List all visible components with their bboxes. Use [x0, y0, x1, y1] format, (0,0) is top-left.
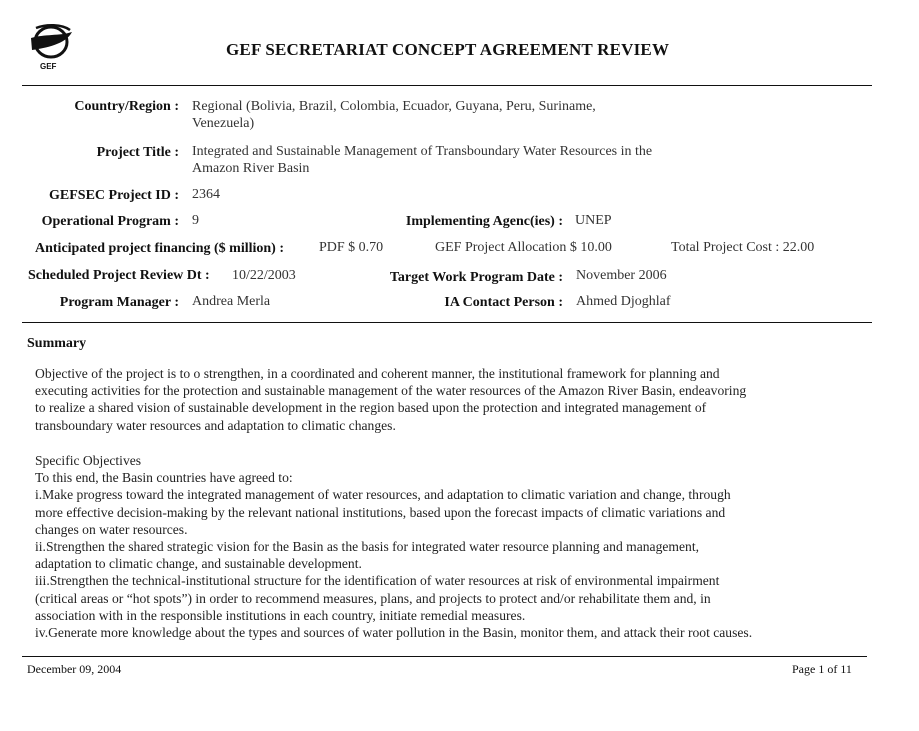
specific-line: changes on water resources.	[35, 521, 188, 537]
financing-label: Anticipated project financing ($ million) :	[35, 241, 285, 256]
specific-line: ii.Strengthen the shared strategic vision for the Basin as the basis for integrated water resource planning and management,	[35, 539, 699, 555]
country-value-line2: Venezuela)	[192, 116, 255, 131]
objective-line: executing activities for the protection and sustainable management of the water resources of the Amazon River Basin, endeavoring	[35, 383, 747, 399]
review-date-label: Scheduled Project Review Dt :	[28, 268, 210, 283]
logo-text: GEF	[40, 62, 57, 71]
footer-divider	[22, 656, 867, 657]
specific-objectives	[35, 452, 835, 641]
specific-line: iv.Generate more knowledge about the types and sources of water pollution in the Basin, monitor them, and attack their root causes.	[35, 625, 753, 641]
gef-logo	[26, 22, 78, 74]
country-value-line1: Regional (Bolivia, Brazil, Colombia, Ecuador, Guyana, Peru, Suriname,	[192, 99, 596, 114]
project-title-label: Project Title :	[96, 145, 179, 160]
target-work-program-label: Target Work Program Date :	[389, 270, 563, 285]
operational-program-label: Operational Program :	[41, 214, 179, 229]
total-project-cost: Total Project Cost : 22.00	[671, 240, 815, 255]
specific-line: (critical areas or “hot spots”) in order to recommend measures, plans, and projects to protect and/or rehabilitate them and, in	[35, 590, 711, 606]
specific-line: i.Make progress toward the integrated management of water resources, and adaptation to climatic variation and change, through	[35, 487, 731, 503]
project-title-line2: Amazon River Basin	[192, 161, 310, 176]
specific-line: Specific Objectives	[35, 453, 142, 468]
header-divider	[22, 85, 872, 86]
pdf-amount: PDF $ 0.70	[319, 240, 384, 255]
objective-line: transboundary water resources and adaptation to climatic changes.	[35, 417, 396, 433]
specific-line: more effective decision-making by the relevant national institutions, based upon the forecast impacts of climatic variations and	[35, 504, 726, 520]
footer-date: December 09, 2004	[27, 662, 122, 676]
objective-paragraph	[35, 365, 835, 434]
specific-line: To this end, the Basin countries have agreed to:	[35, 470, 293, 486]
operational-program-value: 9	[192, 213, 199, 228]
page-title: GEF SECRETARIAT CONCEPT AGREEMENT REVIEW	[226, 40, 670, 59]
country-label: Country/Region :	[74, 99, 179, 114]
project-title-line1: Integrated and Sustainable Management of Transboundary Water Resources in the	[192, 144, 653, 159]
summary-heading: Summary	[27, 336, 87, 351]
review-date-value: 10/22/2003	[232, 268, 296, 283]
program-manager-value: Andrea Merla	[192, 294, 271, 309]
specific-line: association with in the responsible institutions in each country, initiate remedial measures.	[35, 607, 526, 623]
footer-page-number: Page 1 of 11	[792, 662, 852, 676]
specific-line: adaptation to climatic change, and sustainable development.	[35, 556, 362, 572]
target-work-program-value: November 2006	[576, 268, 667, 283]
program-manager-label: Program Manager :	[59, 295, 179, 310]
project-id-label: GEFSEC Project ID :	[49, 188, 179, 203]
fields-divider	[22, 322, 872, 323]
gef-allocation: GEF Project Allocation $ 10.00	[435, 240, 612, 255]
project-id-value: 2364	[192, 187, 220, 202]
ia-contact-label: IA Contact Person :	[444, 295, 563, 310]
objective-line: Objective of the project is to o strengthen, in a coordinated and coherent manner, the institutional framework for planning and	[35, 366, 720, 381]
objective-line: to realize a shared vision of sustainable development in the region based upon the protection and integrated management of	[35, 400, 707, 416]
implementing-agency-value: UNEP	[575, 213, 612, 228]
implementing-agency-label: Implementing Agenc(ies) :	[405, 214, 563, 229]
ia-contact-value: Ahmed Djoghlaf	[576, 294, 671, 309]
specific-line: iii.Strengthen the technical-institutional structure for the identification of water resources at risk of environmental impairment	[35, 573, 720, 589]
